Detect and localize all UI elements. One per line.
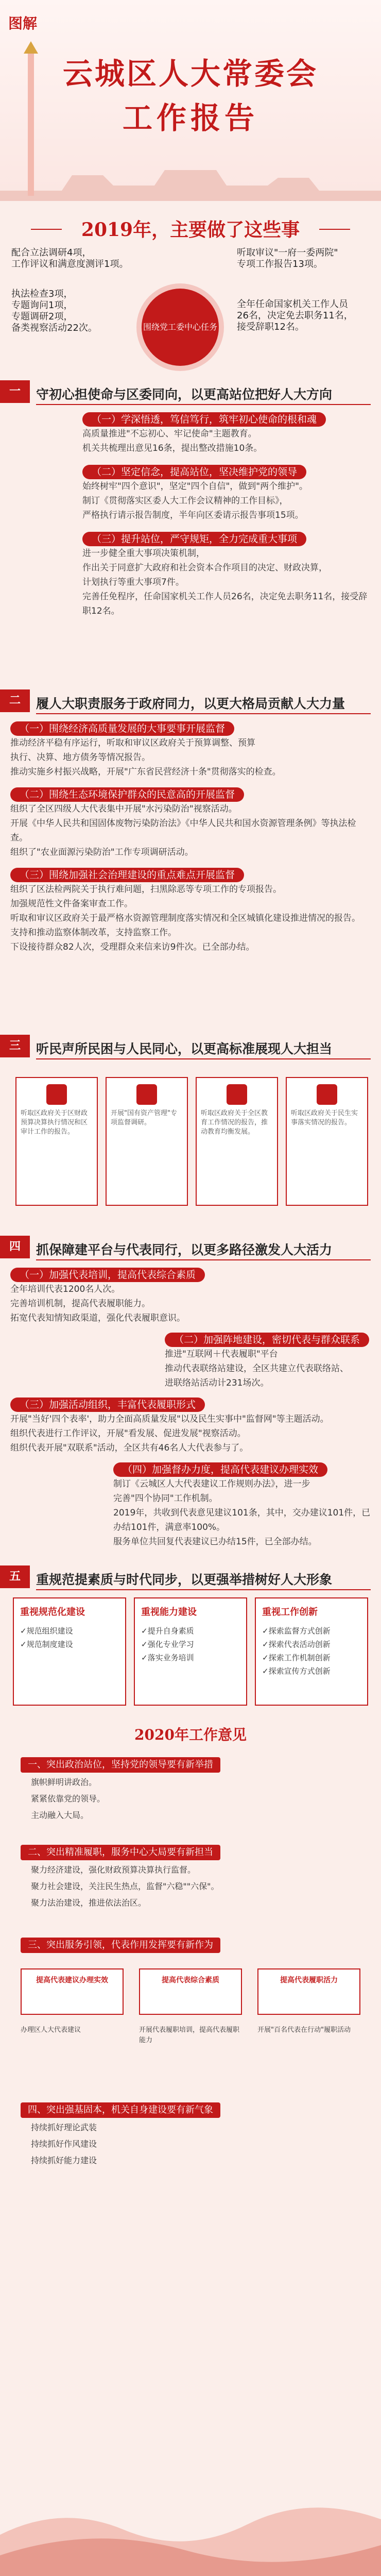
section-2-heading: 二 履人大职责服务于政府同力，以更大格局贡献人大力量 — [0, 685, 381, 716]
card-4: 听取区政府关于民生实事落实情况的报告。 — [286, 1077, 368, 1206]
header — [0, 0, 381, 201]
hex-2-body: 开展代表履职培训，提高代表履职能力 — [139, 2026, 240, 2044]
year-2020-title: 2020年工作意见 — [134, 1726, 247, 1743]
plan-3: 三、突出服务引领，代表作用发挥要有新作为 — [21, 1938, 360, 1953]
plan-4: 四、突出强基固本，机关自身建设要有新气象 持续抓好理论武装 持续抓好作风建设 持续抓好能力建设 — [21, 2102, 360, 2167]
card-2: 开展"国有资产管理"专项监督调研。 — [106, 1077, 188, 1206]
plan-2: 二、突出精准履职，服务中心大局要有新担当 聚力经济建设，强化财政预算决算执行监督。 聚力社会建设，关注民生热点，监督"六稳""六保"。 聚力法治建设，推进依法治区。 — [21, 1845, 360, 1910]
page-tag: 图解 — [8, 15, 38, 32]
page-title: 云城区人大常委会 — [62, 56, 318, 91]
stats-right-1: 听取审议"一府一委两院" 专项工作报告13项。 — [237, 247, 338, 270]
box-norms: 重视规范化建设 ✓规范组织建设 ✓规范制度建设 — [13, 1597, 126, 1706]
section-1-heading: 一 守初心担使命与区委同向，以更高站位把好人大方向 — [0, 376, 381, 407]
hex-2: 提高代表综合素质 — [139, 1968, 242, 2015]
stats-right-2: 全年任命国家机关工作人员 26名，决定免去职务11名， 接受辞职12名。 — [237, 299, 353, 332]
doc-icon — [46, 1084, 67, 1105]
school-icon — [227, 1084, 247, 1105]
card-1: 听取区政府关于区财政预算决算执行情况和区审计工作的报告。 — [15, 1077, 98, 1206]
section-1-body: （一）学深悟透，笃信笃行，筑牢初心使命的根和魂 高质量推进"不忘初心、牢记使命"主题教育。 机关共梳理出意见16条，提出整改措施10条。 （二）坚定信念，提高站位，坚决维护党的领导 始终树牢"四个意识"，坚定"四个自信"，做到"两个维护"。 制订《贯彻落实区委人大工作会议精神的工作目标》， 严格执行请示报告制度，半年向区委请示报告事项15项。 （三）提升站位，严守规矩，全力完成重大事项 进一步健全重大事项决策机制， 作出关于同意扩大政府和社会资本合作项目的决定、财政决算， 计划执行等重大事项7件。 完善任免程序，任命国家机关工作人员26名，决定免去职务11名，接受辞职12名。 — [10, 412, 371, 618]
hex-1-body: 办理区人大代表建议 — [21, 2026, 81, 2034]
money-icon — [136, 1084, 157, 1105]
footer-graphic — [0, 2463, 381, 2576]
hex-3: 提高代表履职活力 — [257, 1968, 360, 2015]
year-heading: 2019年，主要做了这些事 — [62, 215, 319, 242]
card-3: 听取区政府关于全区教育工作情况的报告，推动教育均衡发展。 — [196, 1077, 278, 1206]
page-subtitle: 工作报告 — [122, 100, 258, 136]
stats-left-1: 配合立法调研4项， 工作评议和满意度测评1项。 — [11, 247, 129, 270]
section-4-heading: 四 抓保障建平台与代表同行，以更多路径激发人大活力 — [0, 1232, 381, 1262]
section-5-heading: 五 重规范提素质与时代同步，以更强举措树好人大形象 — [0, 1561, 381, 1592]
people-icon — [317, 1084, 337, 1105]
box-ability: 重视能力建设 ✓提升自身素质 ✓强化专业学习 ✓落实业务培训 — [134, 1597, 247, 1706]
plan-1: 一、突出政治站位，坚持党的领导要有新举措 旗帜鲜明讲政治。 紧紧依靠党的领导。 主动融入大局。 — [21, 1757, 360, 1822]
section-3-heading: 三 听民声所民困与人民同心，以更高标准展现人大担当 — [0, 1031, 381, 1062]
center-circle: 围绕党工委中心任务 — [142, 289, 219, 366]
box-innovation: 重视工作创新 ✓探索监督方式创新 ✓探索代表活动创新 ✓探索工作机制创新 ✓探索宣传方式创新 — [255, 1597, 368, 1706]
section-4-body: （一）加强代表培训，提高代表综合素质 全年培训代表1200名人次。 完善培训机制，提高代表履职能力。 拓宽代表知情知政渠道，强化代表履职意识。 （二）加强阵地建设，密切代表与群众联系 推进"互联网＋代表履职"平台 推动代表联络站建设，全区共建立代表联络站、 进联络站活动计231场次。 （三）加强活动组织，丰富代表履职形式 开展"当好'四个表率'，助力全面高质量发展"以及民生实事中"监督网"等主题活动。 组织代表进行工作评议，开展"看发展、促进发展"视察活动。 组织代表开展"双联系"活动，全区共有46名人大代表参与了。 （四）加强督办力度，提高代表建议办理实效 制订《云城区人大代表建议工作规则办法》，进一步 完善"四个协同"工作机制。 2019年，共收到代表意见建议101条，其中，交办建议101件，已办结101件，满意率100%。 服务单位共回复代表建议已办结15件，已全部办结。 — [10, 1268, 371, 1549]
stats-left-2: 执法检查3项， 专题询问1项， 专题调研2项， 备类视察活动22次。 — [11, 289, 97, 333]
hex-3-body: 开展"百名代表在行动"履职活动 — [257, 2026, 351, 2034]
skyline-graphic — [0, 155, 381, 201]
hex-1: 提高代表建议办理实效 — [21, 1968, 124, 2015]
section-2-body: （一）围绕经济高质量发展的大事要事开展监督 推动经济平稳有序运行，听取和审议区政府关于预算调整、预算 执行、决算、地方债务等情况报告。 推动实施乡村振兴战略，开展"广东省民营经济十条"贯彻落实的检查。 （二）围绕生态环境保护群众的民意高的开展监督 组织了全区四级人大代表集中开展"水污染防治"视察活动。 开展《中华人民共和国固体废物污染防治法》《中华人民共和国水资源管理条例》等执法检查。 组织了"农业面源污染防治"工作专项调研活动。 （三）围绕加强社会治理建设的重点难点开展监督 组织了区法检两院关于执行难问题，扫黑除恶等专项工作的专项报告。 加强规范性文件备案审查工作。 听取和审议区政府关于最严格水资源管理制度落实情况和全区城镇化建设推进情况的报告。 支持和推动监察体制改革，支持监察工作。 下设接待群众82人次，受理群众来信来访9件次。已全部办结。 — [10, 721, 371, 954]
